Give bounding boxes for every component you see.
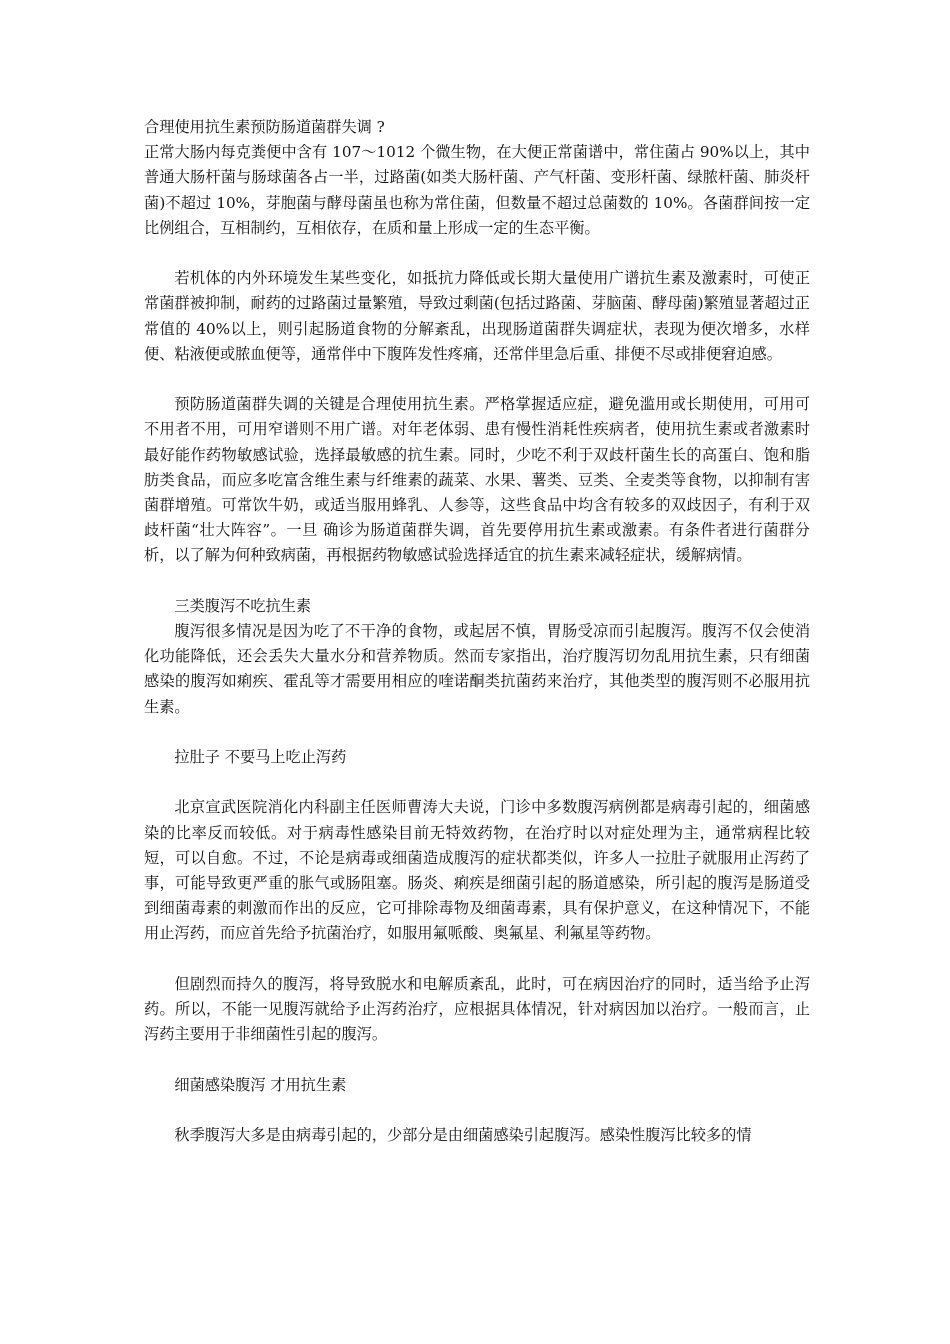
spacer: [144, 1098, 810, 1123]
paragraph-6: 但剧烈而持久的腹泻，将导致脱水和电解质紊乱，此时，可在病因治疗的同时，适当给予止泻药。所以，不能一见腹泻就给予止泻药治疗，应根据具体情况，针对病因加以治疗。一般而言，止泻药主要用于非细菌性引起的腹泻。: [144, 974, 810, 1044]
spacer: [144, 367, 810, 392]
section-heading-2: 拉肚子 不要马上吃止泻药: [174, 748, 347, 767]
spacer: [144, 720, 810, 745]
paragraph-5: 北京宣武医院消化内科副主任医师曹涛大夫说，门诊中多数腹泻病例都是病毒引起的，细菌感染的比率反而较低。对于病毒性感染目前无特效药物，在治疗时以对症处理为主，通常病程比较短，可以自愈。不过，不论是病毒或细菌造成腹泻的症状都类似，许多人一拉肚子就服用止泻药了事，可能导致更严重的胀气或肠阻塞。肠炎、痢疾是细菌引起的肠道感染，所引起的腹泻是肠道受到细菌毒素的刺激而作出的反应，它可排除毒物及细菌毒素，具有保护意义，在这种情况下，不能用止泻药，而应首先给予抗菌治疗，如服用氟哌酸、奥氟星、利氟星等药物。: [144, 798, 810, 943]
section-heading-1: 三类腹泻不吃抗生素: [174, 596, 312, 615]
spacer: [144, 770, 810, 795]
document-body: [144, 115, 810, 1148]
paragraph-1: 正常大肠内每克粪便中含有 107～1012 个微生物，在大便正常菌谱中，常住菌占 90%以上，其中普通大肠杆菌与肠球菌各占一半，过路菌(如类大肠杆菌、产气杆菌、变形杆菌、绿脓杆菌、肺炎杆菌)不超过 10%，芽胞菌与酵母菌虽也称为常住菌，但数量不超过总菌数的 10%。各菌群间按一定比例组合，互相制约，互相依存，在质和量上形成一定的生态平衡。: [144, 143, 810, 237]
paragraph-2: 若机体的内外环境发生某些变化，如抵抗力降低或长期大量使用广谱抗生素及激素时，可使正常菌群被抑制，耐药的过路菌过量繁殖，导致过剩菌(包括过路菌、芽脑菌、酵母菌)繁殖显著超过正常值的 40%以上，则引起肠道食物的分解紊乱，出现肠道菌群失调症状，表现为便次增多，水样便、粘液便或脓血便等，通常伴中下腹阵发性疼痛，还常伴里急后重、排便不尽或排便窘迫感。: [144, 269, 810, 363]
spacer: [144, 1047, 810, 1072]
document-title: 合理使用抗生素预防肠道菌群失调 ?: [144, 118, 385, 136]
spacer: [144, 241, 810, 266]
paragraph-4: 腹泻很多情况是因为吃了不干净的食物，或起居不慎，胃肠受凉而引起腹泻。腹泻不仅会使消化功能降低，还会丢失大量水分和营养物质。然而专家指出，治疗腹泻切勿乱用抗生素，只有细菌感染的腹泻如痢疾、霍乱等才需要用相应的喹诺酮类抗菌药来治疗，其他类型的腹泻则不必服用抗生素。: [144, 622, 810, 716]
paragraph-3: 预防肠道菌群失调的关键是合理使用抗生素。严格掌握适应症，避免滥用或长期使用，可用可不用者不用，可用窄谱则不用广谱。对年老体弱、患有慢性消耗性疾病者，使用抗生素或者激素时最好能作药物敏感试验，选择最敏感的抗生素。同时，少吃不利于双歧杆菌生长的高蛋白、饱和脂肪类食品，而应多吃富含维生素与纤维素的蔬菜、水果、薯类、豆类、全麦类等食物，以抑制有害菌群增殖。可常饮牛奶，或适当服用蜂乳、人参等，这些食品中均含有较多的双歧因子，有利于双歧杆菌“壮大阵容”。一旦 确诊为肠道菌群失调，首先要停用抗生素或激素。有条件者进行菌群分析，以了解为何种致病菌，再根据药物敏感试验选择适宜的抗生素来减轻症状，缓解病情。: [144, 395, 810, 565]
spacer: [144, 947, 810, 972]
paragraph-7: 秋季腹泻大多是由病毒引起的，少部分是由细菌感染引起腹泻。感染性腹泻比较多的情: [174, 1126, 752, 1144]
section-heading-3: 细菌感染腹泻 才用抗生素: [174, 1075, 347, 1094]
spacer: [144, 569, 810, 594]
